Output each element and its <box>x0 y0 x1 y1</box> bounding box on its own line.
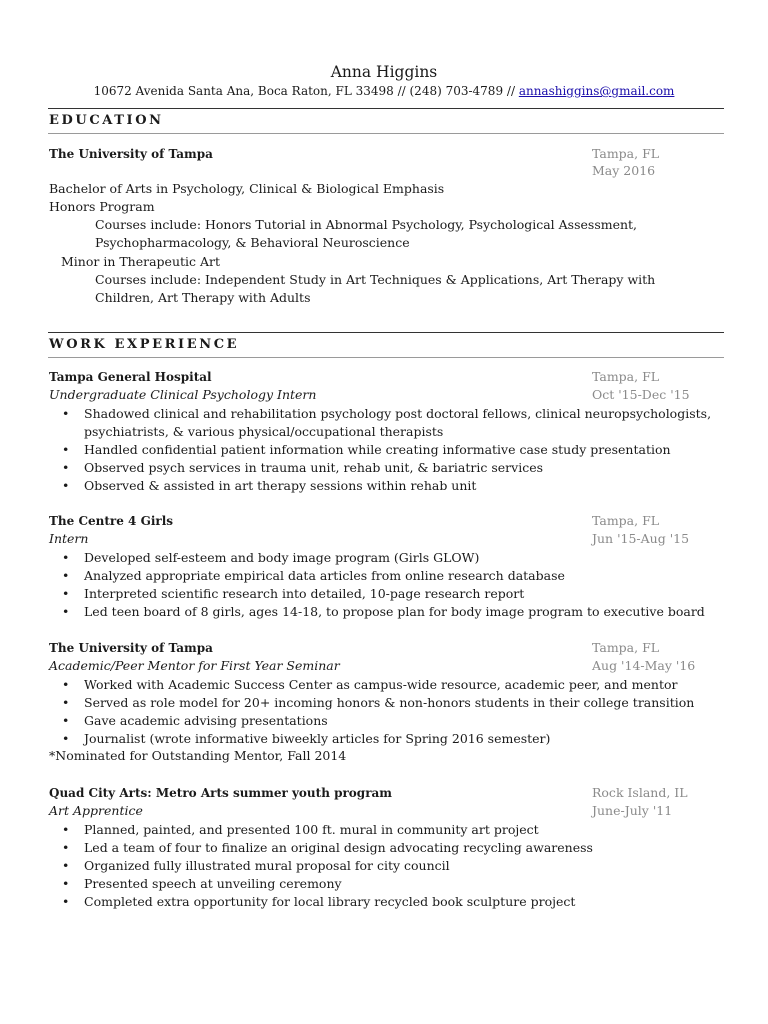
contact-line <box>0 84 768 98</box>
education-minor: Minor in Therapeutic Art <box>61 254 221 269</box>
job-bullet: • Gave academic advising presentations <box>62 713 328 728</box>
job-bullet: • Presented speech at unveiling ceremony <box>62 876 342 891</box>
job-bullet: • Observed psych services in trauma unit, rehab unit, & bariatric services <box>62 460 544 475</box>
honors-courses-line-1: Courses include: Honors Tutorial in Abnormal Psychology, Psychological Assessment, <box>95 217 638 232</box>
education-heading: EDUCATION <box>49 113 164 128</box>
section-top-rule <box>48 332 724 333</box>
job-bullet: • Journalist (wrote informative biweekly articles for Spring 2016 semester) <box>62 731 551 746</box>
job-org: The Centre 4 Girls <box>49 514 174 528</box>
job-bullet: • Led a team of four to finalize an original design advocating recycling awareness <box>62 840 593 855</box>
minor-courses-line-1: Courses include: Independent Study in Art Techniques & Applications, Art Therapy with <box>95 272 656 287</box>
job-bullet: • Organized fully illustrated mural proposal for city council <box>62 858 450 873</box>
job-bullet: • Observed & assisted in art therapy sessions within rehab unit <box>62 478 477 493</box>
job-note: *Nominated for Outstanding Mentor, Fall 2014 <box>49 748 347 763</box>
job-role: Academic/Peer Mentor for First Year Seminar <box>49 658 340 673</box>
job-org: Tampa General Hospital <box>49 370 212 384</box>
job-role: Intern <box>49 531 89 546</box>
job-bullet: • Developed self-esteem and body image program (Girls GLOW) <box>62 550 480 565</box>
work-heading: WORK EXPERIENCE <box>49 337 240 352</box>
job-date: June-July '11 <box>592 803 673 818</box>
job-bullet: • Planned, painted, and presented 100 ft. mural in community art project <box>62 822 539 837</box>
job-location: Tampa, FL <box>592 513 660 528</box>
education-school: The University of Tampa <box>49 147 213 161</box>
job-bullet: • Shadowed clinical and rehabilitation psychology post doctoral fellows, clinical neuropsychologists, psychiatrists, & various physical/occupational therapists <box>62 406 712 439</box>
education-honors: Honors Program <box>49 199 155 214</box>
education-location: Tampa, FL <box>592 146 660 161</box>
job-date: Jun '15-Aug '15 <box>592 531 690 546</box>
job-bullet: • Served as role model for 20+ incoming honors & non-honors students in their college transition <box>62 695 695 710</box>
education-date: May 2016 <box>592 163 656 178</box>
job-role: Undergraduate Clinical Psychology Intern <box>49 387 317 402</box>
section-bottom-rule <box>48 133 724 134</box>
job-bullet: • Worked with Academic Success Center as campus-wide resource, academic peer, and mentor <box>62 677 678 692</box>
job-bullet: • Interpreted scientific research into detailed, 10-page research report <box>62 586 525 601</box>
job-location: Tampa, FL <box>592 640 660 655</box>
job-org: Quad City Arts: Metro Arts summer youth program <box>49 786 392 800</box>
job-role: Art Apprentice <box>49 803 143 818</box>
email-link[interactable]: annashiggins@gmail.com <box>518 84 675 98</box>
job-date: Aug '14-May '16 <box>592 658 696 673</box>
job-bullet: • Analyzed appropriate empirical data articles from online research database <box>62 568 565 583</box>
honors-courses-line-2: Psychopharmacology, & Behavioral Neuroscience <box>95 235 410 250</box>
job-org: The University of Tampa <box>49 641 213 655</box>
education-degree: Bachelor of Arts in Psychology, Clinical & Biological Emphasis <box>49 181 445 196</box>
contact-address-phone: 10672 Avenida Santa Ana, Boca Raton, FL 33498 // (248) 703-4789 // <box>93 84 515 98</box>
minor-courses-line-2: Children, Art Therapy with Adults <box>95 290 311 305</box>
job-bullet: • Led teen board of 8 girls, ages 14-18, to propose plan for body image program to executive board <box>62 604 705 619</box>
candidate-name: Anna Higgins <box>330 63 438 81</box>
job-location: Tampa, FL <box>592 369 660 384</box>
job-location: Rock Island, IL <box>592 785 688 800</box>
job-date: Oct '15-Dec '15 <box>592 387 690 402</box>
section-bottom-rule <box>48 357 724 358</box>
job-bullet: • Completed extra opportunity for local library recycled book sculpture project <box>62 894 576 909</box>
section-top-rule <box>48 108 724 109</box>
job-bullet: • Handled confidential patient information while creating informative case study presentation <box>62 442 671 457</box>
